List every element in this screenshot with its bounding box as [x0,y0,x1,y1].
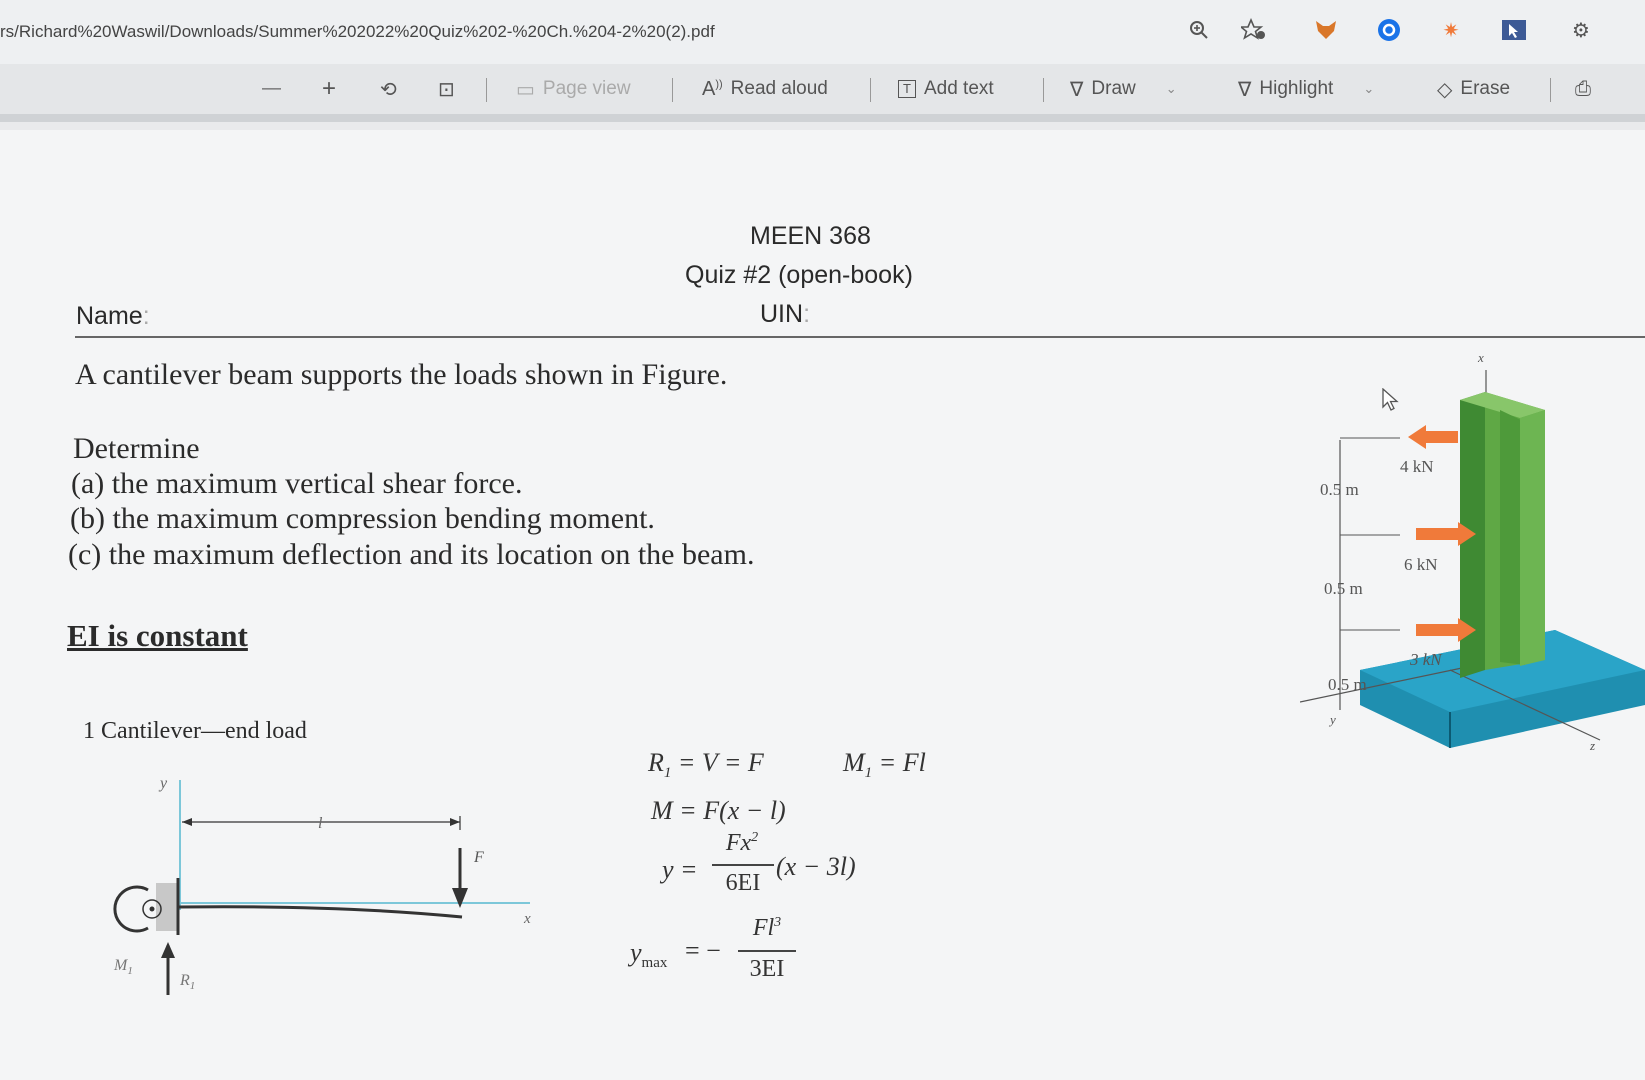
spacing-label-1: 0.5 m [1320,480,1359,499]
equation-moment-reaction: $M_1 = Fl$ [843,748,926,782]
equation-ymax-equals: = − [685,936,721,965]
spacing-label-3: 0.5 m [1328,675,1367,694]
dim-arrow-right [450,818,460,826]
rotate-button[interactable] [380,72,397,106]
uin-colon: : [803,300,811,328]
fraction-bar [712,864,774,866]
equation-ymax-numerator: Fl$^3$ [752,915,782,941]
label-l: l [318,815,323,832]
question-c: (c) the maximum deflection and its location on the beam. [68,538,755,571]
problem-intro: A cantilever beam supports the loads shown in Figure. [75,358,728,391]
fraction-bar [738,950,796,952]
puzzle-extension-icon[interactable]: ⚙ [1572,18,1590,42]
print-button[interactable] [1575,72,1591,106]
add-text-icon: T [898,80,916,98]
star-extension-icon[interactable]: ✷ [1442,18,1460,42]
fox-extension-icon[interactable] [1312,16,1340,44]
x-axis-label: x [1478,350,1484,365]
load-label-6kN: 6 kN [1404,555,1438,574]
y-axis-label: y [1330,712,1336,727]
moment-dot [150,907,155,912]
equation-deflection-numerator: Fx$^2$ [725,830,759,856]
name-field[interactable] [76,302,150,331]
page-view-button[interactable] [516,72,631,106]
draw-button[interactable] [1070,72,1177,106]
rotate-icon: ⟲ [380,78,397,101]
label-F: F [474,849,484,866]
add-text-button[interactable] [898,72,994,106]
mouse-cursor-icon [1382,388,1400,412]
question-b: (b) the maximum compression bending moment. [70,502,655,535]
ei-note: EI is constant [67,618,248,653]
chevron-down-icon[interactable]: ⌄ [1165,81,1177,96]
toolbar-divider [1550,78,1551,102]
eraser-icon: ◇ [1437,78,1453,101]
address-bar [0,0,1645,64]
load-arrow-4kN [1408,425,1458,449]
force-arrow-head [452,888,468,908]
circle-extension-icon[interactable] [1375,16,1403,44]
equation-moment: M = F(x − l) [651,796,786,825]
toolbar-divider [672,78,673,102]
name-colon: : [142,302,150,330]
highlight-button[interactable] [1238,72,1374,106]
determine-heading: Determine [73,432,200,465]
toolbar-divider [1043,78,1044,102]
flange-right [1520,410,1545,666]
course-title: MEEN 368 [750,222,871,250]
spacing-label-2: 0.5 m [1324,579,1363,598]
equation-ymax-lhs: $y_{max}$ [630,938,668,972]
dim-arrow-left [182,818,192,826]
quiz-title: Quiz #2 (open-book) [685,261,913,289]
erase-button[interactable] [1437,72,1510,106]
highlight-label: Highlight [1259,78,1334,99]
name-label: Name [76,302,143,330]
equation-deflection-lhs: y = [662,855,698,884]
equation-ymax-denominator: 3EI [749,956,785,982]
draw-label: Draw [1091,78,1136,99]
case-title: 1 Cantilever—end load [83,718,307,744]
add-text-label: Add text [923,78,994,99]
toolbar-divider [870,78,871,102]
wall-support [156,883,178,931]
uin-field[interactable] [760,300,810,329]
zoom-icon[interactable] [1185,16,1213,44]
pdf-page [0,130,1645,1080]
zoom-in-button[interactable] [322,72,336,106]
zoom-out-button[interactable] [262,72,281,106]
label-M1: $M_1$ [114,957,133,977]
load-label-4kN: 4 kN [1400,457,1434,476]
fit-page-icon: ⊡ [438,78,455,101]
pdf-toolbar [0,64,1645,122]
question-a: (a) the maximum vertical shear force. [71,467,523,500]
minus-icon: — [262,78,281,99]
page-view-label: Page view [542,78,631,99]
z-axis-label: z [1590,738,1596,750]
read-aloud-icon: A)) [702,77,723,100]
equation-deflection-tail: (x − 3l) [776,852,856,881]
header-rule [75,336,1645,338]
reaction-arrow-head [161,942,175,958]
column-figure [1300,340,1645,750]
read-aloud-button[interactable] [702,72,828,106]
highlight-icon: ∇ [1238,78,1252,101]
print-icon: ⎙ [1575,77,1591,100]
erase-label: Erase [1460,78,1511,99]
toolbar-divider [486,78,487,102]
plus-icon: + [322,75,337,102]
label-y: y [160,775,168,792]
cursor-extension-icon[interactable] [1500,16,1528,44]
page-view-icon: ▭ [516,78,535,101]
load-label-3kN: 3 kN [1410,650,1442,669]
equation-deflection-denominator: 6EI [725,870,761,896]
favorite-icon[interactable] [1240,16,1268,44]
chevron-down-icon[interactable]: ⌄ [1363,81,1375,96]
fit-page-button[interactable] [438,72,455,106]
url-text[interactable]: rs/Richard%20Waswil/Downloads/Summer%202022%20Quiz%202-%20Ch.%204-2%20(2).pdf [0,22,715,41]
label-R1: $R_1$ [180,972,196,992]
deflected-beam [178,907,462,917]
uin-label: UIN [760,300,804,328]
equation-reaction: $R_1 = V = F$ [648,748,764,782]
read-aloud-label: Read aloud [730,78,828,99]
label-x: x [524,911,531,927]
draw-icon: ∇ [1070,78,1084,101]
cantilever-diagram [100,770,550,1000]
